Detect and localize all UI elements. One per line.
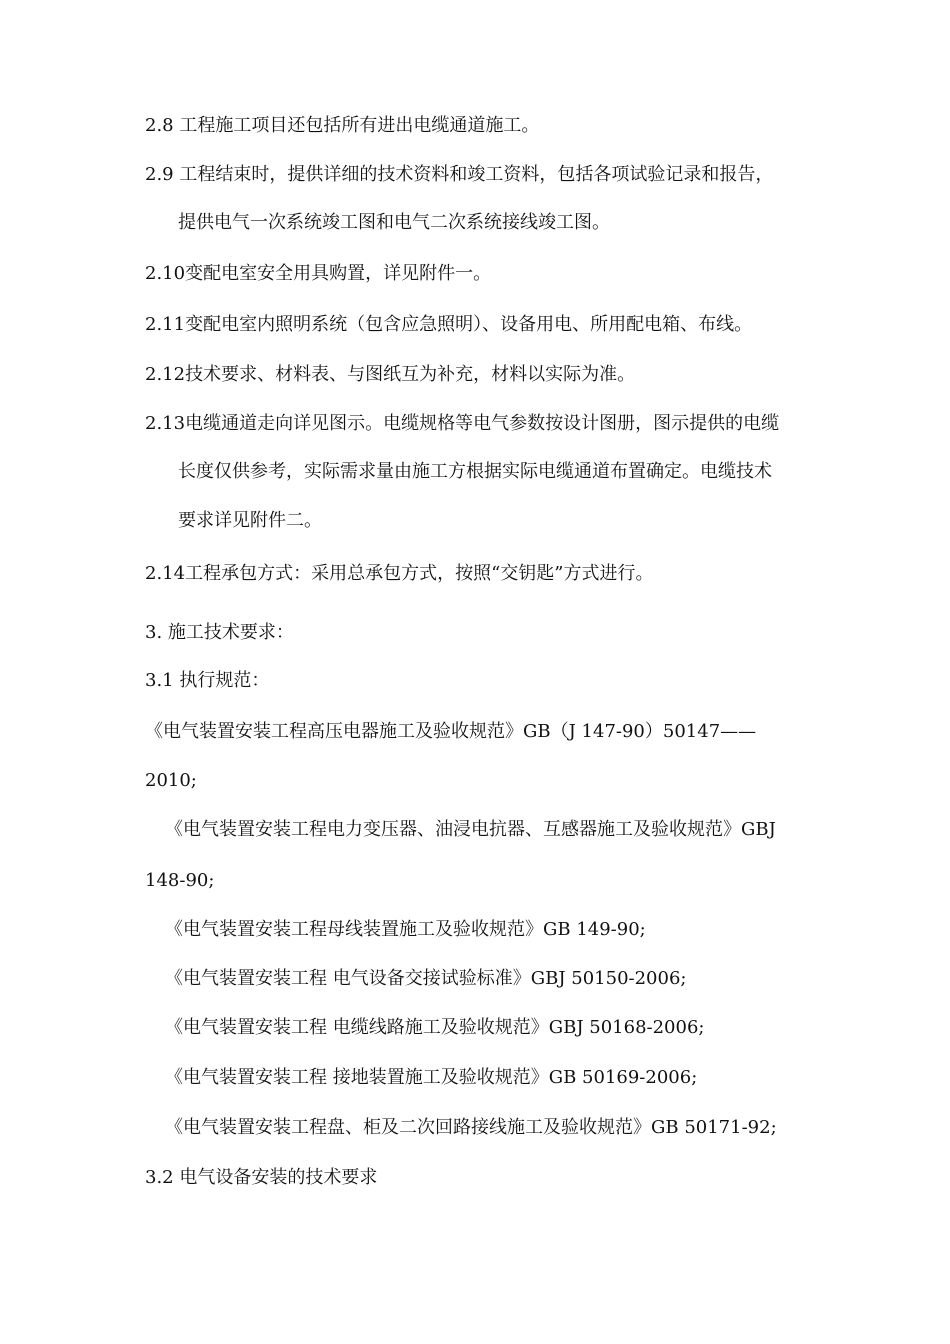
clause-2-10: 2.10变配电室安全用具购置，详见附件一。 <box>145 263 492 284</box>
clause-2-14: 2.14工程承包方式：采用总承包方式，按照“交钥匙”方式进行。 <box>145 563 654 584</box>
clause-2-13-cont-2: 要求详见附件二。 <box>178 510 322 531</box>
clause-2-9: 2.9 工程结束时，提供详细的技术资料和竣工资料，包括各项试验记录和报告， <box>145 164 774 185</box>
clause-2-8: 2.8 工程施工项目还包括所有进出电缆通道施工。 <box>145 115 540 136</box>
standard-gb-50171: 《电气装置安装工程盘、柜及二次回路接线施工及验收规范》GB 50171-92; <box>165 1117 777 1138</box>
standard-gbj-50168: 《电气装置安装工程 电缆线路施工及验收规范》GBJ 50168-2006; <box>165 1017 705 1038</box>
clause-2-11: 2.11变配电室内照明系统（包含应急照明）、设备用电、所用配电箱、布线。 <box>145 314 753 335</box>
section-3-1-heading: 3.1 执行规范： <box>145 670 270 691</box>
standard-gbj-50150: 《电气装置安装工程 电气设备交接试验标准》GBJ 50150-2006; <box>165 968 687 989</box>
standard-gbj-148: 《电气装置安装工程电力变压器、油浸电抗器、互感器施工及验收规范》GBJ <box>165 819 776 840</box>
standard-gb-50169: 《电气装置安装工程 接地装置施工及验收规范》GB 50169-2006; <box>165 1067 698 1088</box>
standard-gb-50147-cont: 2010; <box>145 770 197 791</box>
standard-gb-50147: 《电气装置安装工程高压电器施工及验收规范》GB（J 147-90）50147—— <box>145 721 757 742</box>
clause-2-13-cont-1: 长度仅供参考，实际需求量由施工方根据实际电缆通道布置确定。电缆技术 <box>178 461 772 482</box>
clause-2-13: 2.13电缆通道走向详见图示。电缆规格等电气参数按设计图册，图示提供的电缆 <box>145 413 780 434</box>
clause-2-12: 2.12技术要求、材料表、与图纸互为补充，材料以实际为准。 <box>145 364 636 385</box>
section-3-2-heading: 3.2 电气设备安装的技术要求 <box>145 1167 378 1188</box>
clause-2-9-cont: 提供电气一次系统竣工图和电气二次系统接线竣工图。 <box>178 212 610 233</box>
section-3-heading: 3. 施工技术要求： <box>145 622 294 643</box>
standard-gb-149: 《电气装置安装工程母线装置施工及验收规范》GB 149-90; <box>165 919 646 940</box>
standard-gbj-148-cont: 148-90; <box>145 870 215 891</box>
